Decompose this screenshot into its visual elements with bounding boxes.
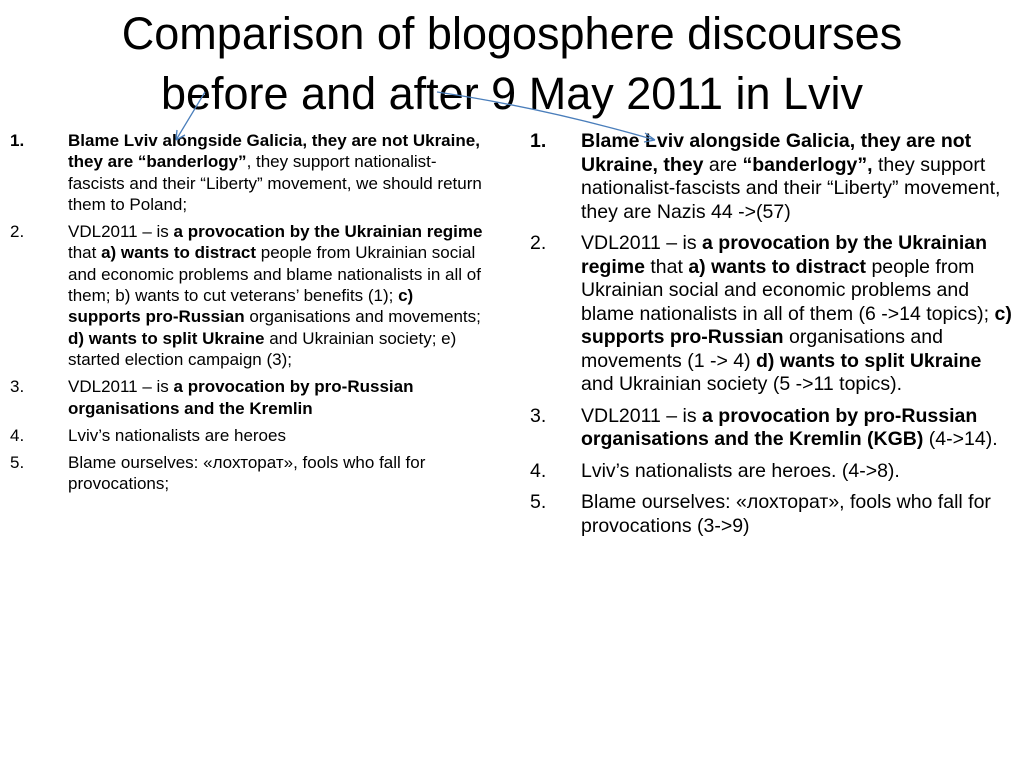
text-run: Lviv’s nationalists are heroes. (4->8). <box>581 459 900 482</box>
list-item-number: 3. <box>530 404 547 427</box>
list-item <box>10 130 488 215</box>
list-item <box>530 460 1014 484</box>
text-run: and Ukrainian society; e) started election campaign (3); <box>68 328 457 369</box>
list-item <box>530 232 1014 397</box>
text-run: , they support nationalist-fascists and their “Liberty” movement, we should return them to Poland; <box>68 152 482 214</box>
list-item-text <box>68 376 488 419</box>
list-item <box>10 221 488 370</box>
list-item <box>530 491 1014 538</box>
text-run: people from Ukrainian social and economic problems and blame nationalists in all of them (6 ->14 topics); <box>581 255 995 325</box>
list-item-text <box>68 130 488 215</box>
list-item-number: 1. <box>10 131 25 150</box>
bold-text-run: Blame Lviv alongside Galicia, they are not Ukraine, they are “banderlogy” <box>68 131 480 172</box>
bold-text-run: a provocation by the Ukrainian regime <box>581 232 988 278</box>
bold-text-run: “banderlogy”, <box>742 153 873 176</box>
list-item-number: 4. <box>10 425 25 445</box>
title-line-1: Comparison of blogosphere discourses <box>121 8 903 59</box>
text-run: VDL2011 – is <box>68 222 174 242</box>
list-item-text <box>581 460 1014 484</box>
list-item-number: 3. <box>10 377 25 397</box>
list-item <box>10 376 488 419</box>
text-run: Blame ourselves: «лохторат», fools who fall for provocations (3->9) <box>581 491 991 537</box>
text-run: Lviv’s nationalists are heroes <box>68 425 286 445</box>
text-run: VDL2011 – is <box>68 377 174 397</box>
bold-text-run: d) wants to split Ukraine <box>68 328 265 348</box>
bold-text-run: d) wants to split Ukraine <box>756 349 982 372</box>
list-item-text <box>68 221 488 370</box>
list-item-text <box>68 452 488 495</box>
bold-text-run: Blame Lviv alongside Galicia, they are not Ukraine, they <box>581 130 972 176</box>
title-line-2: before and after 9 May 2011 in Lviv <box>160 68 864 119</box>
list-item-text <box>581 130 1014 224</box>
list-item-text <box>581 491 1014 538</box>
text-run: VDL2011 – is <box>581 232 703 254</box>
list-item <box>10 452 488 495</box>
text-run: people from Ukrainian social and economic problems and blame nationalists in all of them; b) wants to cut veterans’ benefits (1); <box>68 243 481 306</box>
list-item <box>530 130 1014 224</box>
right-list-after <box>530 130 1014 546</box>
left-list-before <box>10 130 488 501</box>
text-run: that <box>68 243 102 263</box>
list-item-text <box>581 405 1014 452</box>
text-run: organisations and movements; <box>244 307 481 327</box>
list-item-number: 4. <box>530 459 547 482</box>
bold-text-run: a provocation by pro-Russian organisations and the Kremlin <box>68 377 414 418</box>
text-run: they support nationalist-fascists and their “Liberty” movement, they are Nazis 44 ->(57) <box>581 153 1001 223</box>
text-run: organisations and movements (1 -> 4) <box>581 326 943 372</box>
text-run: VDL2011 – is <box>581 404 703 427</box>
text-run: are <box>703 153 743 176</box>
list-item-number: 5. <box>10 453 25 473</box>
slide-title <box>40 4 984 124</box>
text-run: Blame ourselves: «лохторат», fools who fall for provocations; <box>68 453 426 494</box>
bold-text-run: a) wants to distract <box>101 243 257 263</box>
list-item-number: 1. <box>530 130 547 152</box>
text-run: and Ukrainian society (5 ->11 topics). <box>581 373 902 395</box>
bold-text-run: a provocation by pro-Russian organisations and the Kremlin (KGB) <box>581 404 978 450</box>
list-item-text <box>581 232 1014 397</box>
text-run: that <box>644 255 689 278</box>
bold-text-run: c) supports pro-Russian <box>68 286 414 327</box>
list-item-number: 2. <box>10 222 25 242</box>
bold-text-run: a) wants to distract <box>688 255 867 278</box>
list-item-number: 2. <box>530 232 547 254</box>
list-item-number: 5. <box>530 491 547 513</box>
text-run: (4->14). <box>923 428 998 450</box>
bold-text-run: a provocation by the Ukrainian regime <box>173 222 483 242</box>
bold-text-run: c) supports pro-Russian <box>581 302 1012 348</box>
list-item <box>530 405 1014 452</box>
list-item-text <box>68 425 488 446</box>
list-item <box>10 425 488 446</box>
